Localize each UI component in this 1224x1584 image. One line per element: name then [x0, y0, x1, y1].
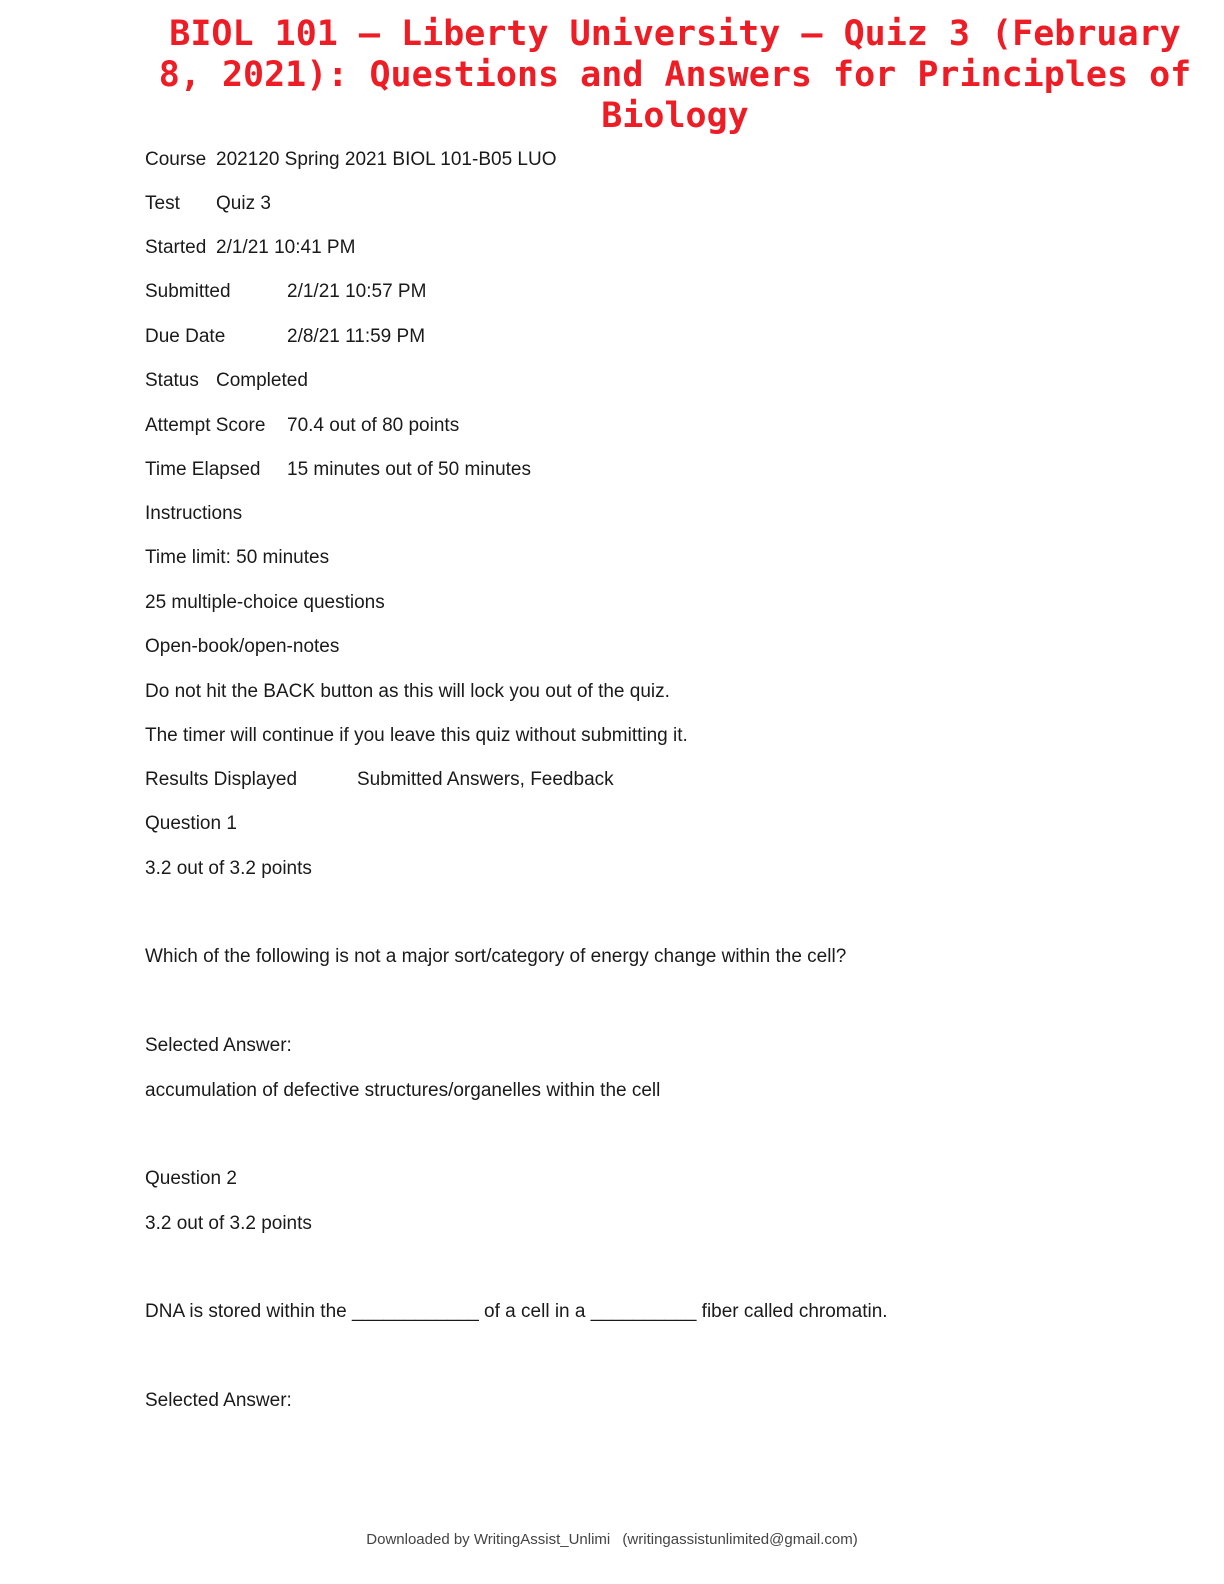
started-value: 2/1/21 10:41 PM	[216, 237, 356, 258]
instruction-item: 25 multiple-choice questions	[145, 592, 385, 613]
due-date-label: Due Date	[145, 326, 226, 347]
submitted-row	[145, 280, 427, 304]
status-value: Completed	[216, 370, 308, 391]
results-displayed-row	[145, 768, 614, 792]
footer-email: (writingassistunlimited@gmail.com)	[622, 1531, 858, 1548]
time-elapsed-value: 15 minutes out of 50 minutes	[287, 459, 531, 480]
question-1-selected-label: Selected Answer:	[145, 1035, 292, 1056]
question-1-text: Which of the following is not a major sort/category of energy change within the cell?	[145, 946, 847, 967]
started-row	[145, 236, 356, 260]
due-date-row	[145, 325, 426, 349]
question-1-number: Question 1	[145, 813, 237, 834]
question-1-points: 3.2 out of 3.2 points	[145, 858, 312, 879]
attempt-score-value: 70.4 out of 80 points	[287, 415, 460, 436]
instruction-item: Time limit: 50 minutes	[145, 547, 330, 568]
status-label: Status	[145, 370, 199, 391]
footer-downloaded-by: Downloaded by WritingAssist_Unlimi	[366, 1531, 611, 1548]
test-label: Test	[145, 193, 180, 214]
attempt-score-row	[145, 414, 460, 438]
test-value: Quiz 3	[216, 193, 271, 214]
instruction-item: The timer will continue if you leave this quiz without submitting it.	[145, 725, 688, 746]
submitted-value: 2/1/21 10:57 PM	[287, 281, 427, 302]
course-row	[145, 148, 557, 172]
time-elapsed-row	[145, 458, 531, 482]
time-elapsed-label: Time Elapsed	[145, 459, 261, 480]
test-row	[145, 192, 271, 216]
instruction-item: Open-book/open-notes	[145, 636, 340, 657]
question-2-selected-label: Selected Answer:	[145, 1390, 292, 1411]
attempt-score-label: Attempt Score	[145, 415, 266, 436]
course-value: 202120 Spring 2021 BIOL 101-B05 LUO	[216, 149, 557, 170]
status-row	[145, 369, 308, 393]
submitted-label: Submitted	[145, 281, 231, 302]
results-displayed-label: Results Displayed	[145, 769, 298, 790]
download-footer	[0, 1531, 1224, 1548]
due-date-value: 2/8/21 11:59 PM	[287, 326, 426, 347]
instruction-item: Do not hit the BACK button as this will lock you out of the quiz.	[145, 681, 670, 702]
results-displayed-value: Submitted Answers, Feedback	[357, 769, 614, 790]
question-1-selected-answer: accumulation of defective structures/organelles within the cell	[145, 1080, 661, 1101]
question-2-number: Question 2	[145, 1168, 237, 1189]
document-title: BIOL 101 – Liberty University – Quiz 3 (February 8, 2021): Questions and Answers for Principles of Biology	[158, 14, 1192, 136]
course-label: Course	[145, 149, 207, 170]
started-label: Started	[145, 237, 207, 258]
instructions-heading: Instructions	[145, 503, 243, 524]
question-2-text: DNA is stored within the ____________ of a cell in a __________ fiber called chromatin.	[145, 1301, 888, 1322]
question-2-points: 3.2 out of 3.2 points	[145, 1213, 312, 1234]
